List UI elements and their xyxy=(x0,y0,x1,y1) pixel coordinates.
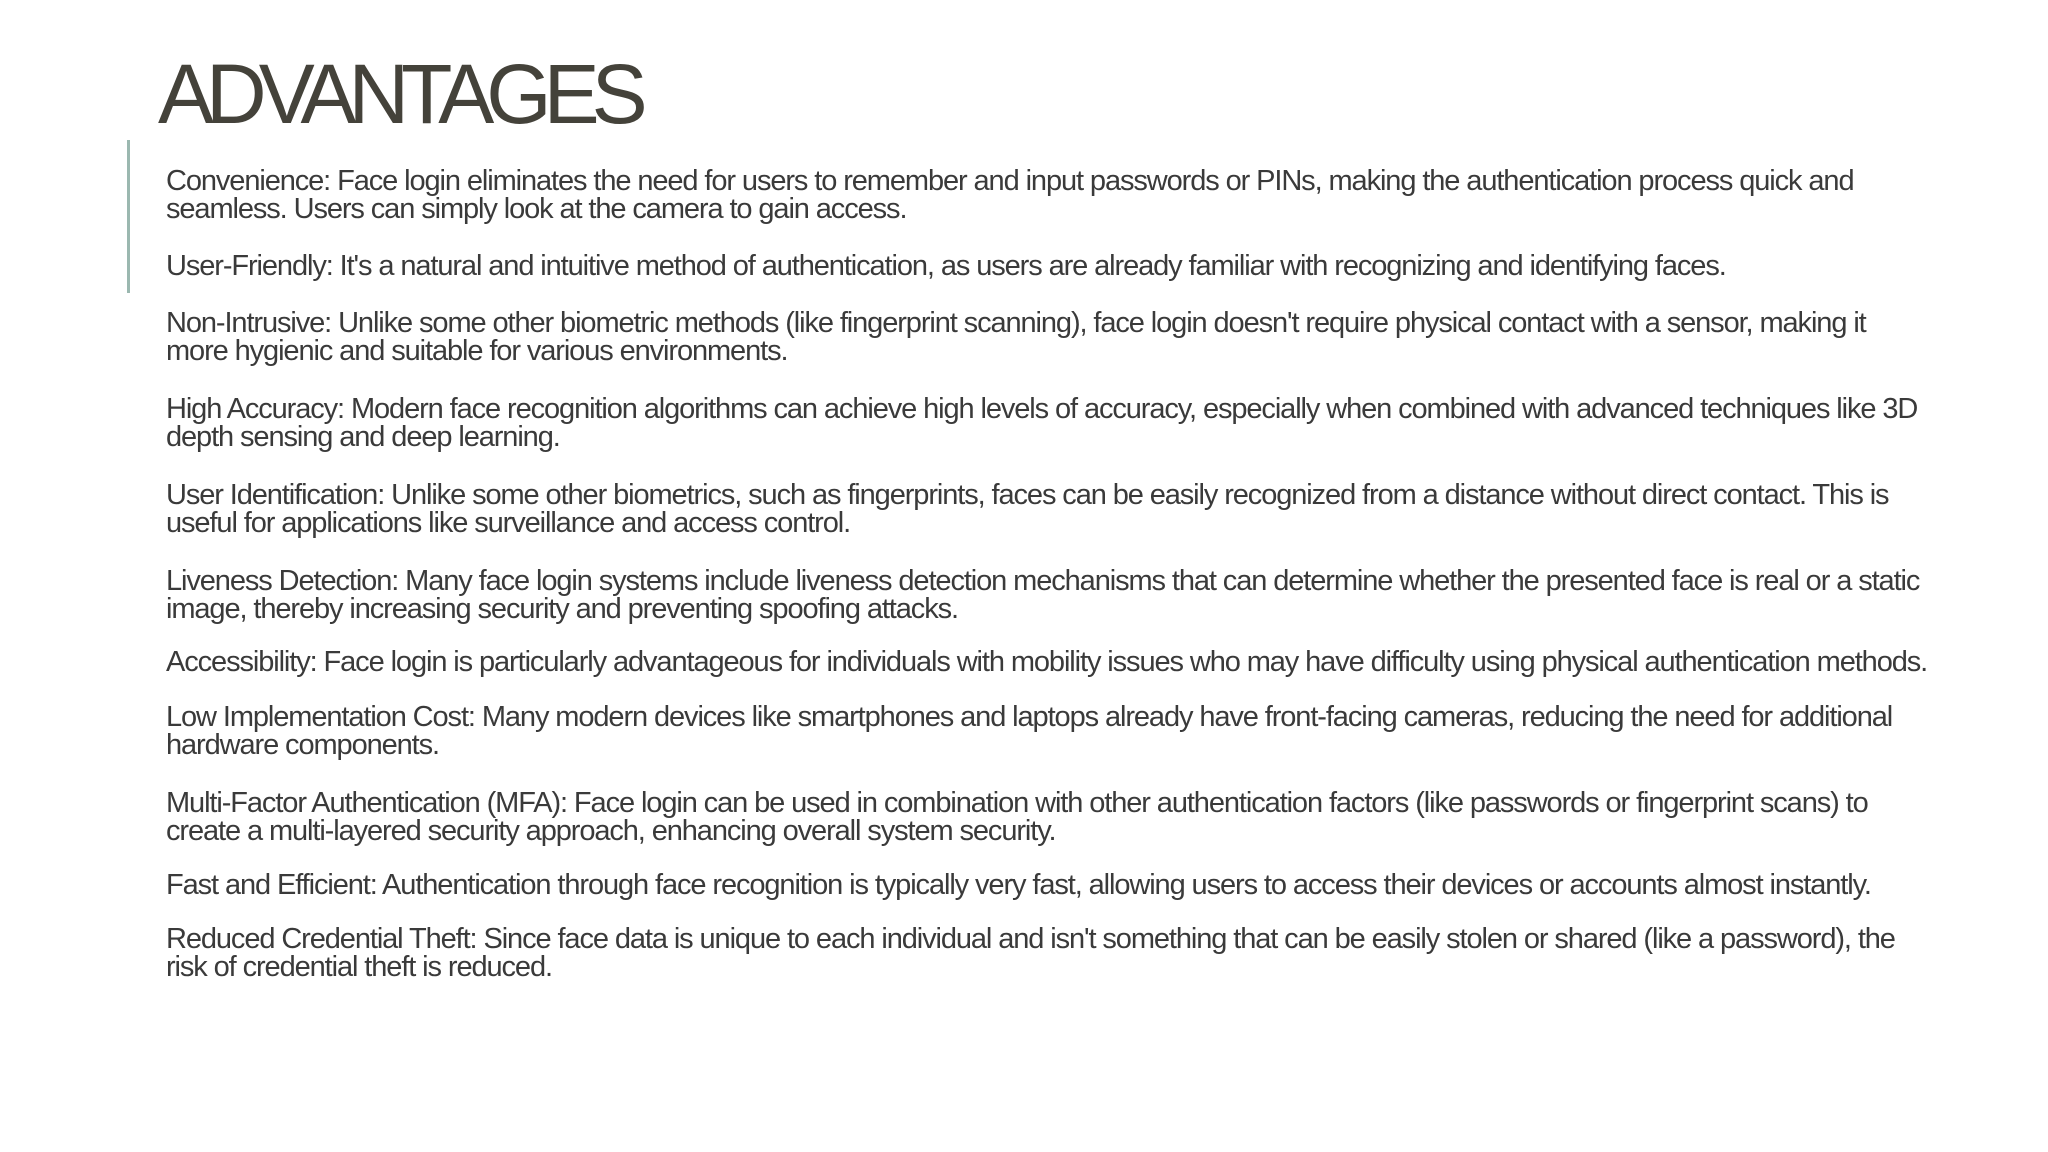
advantage-item: User Identification: Unlike some other biometrics, such as fingerprints, faces can be easily recognized from a distance without direct contact. This is useful for applications like surveillance and access control. xyxy=(166,479,1889,539)
slide-title: ADVANTAGES xyxy=(158,47,640,141)
advantage-item: Accessibility: Face login is particularly advantageous for individuals with mobility issues who may have difficulty using physical authentication methods. xyxy=(166,646,1928,678)
advantage-item: Reduced Credential Theft: Since face data is unique to each individual and isn't something that can be easily stolen or shared (like a password), the risk of credential theft is reduced. xyxy=(166,923,1895,983)
advantage-item: Convenience: Face login eliminates the need for users to remember and input passwords or PINs, making the authentication process quick and seamless. Users can simply look at the camera to gain access. xyxy=(166,165,1854,225)
advantage-item: Low Implementation Cost: Many modern devices like smartphones and laptops already have front-facing cameras, reducing the need for additional hardware components. xyxy=(166,701,1893,761)
accent-bar xyxy=(127,140,130,293)
advantage-item: Fast and Efficient: Authentication through face recognition is typically very fast, allowing users to access their devices or accounts almost instantly. xyxy=(166,869,1871,901)
advantage-item: User-Friendly: It's a natural and intuitive method of authentication, as users are already familiar with recognizing and identifying faces. xyxy=(166,250,1726,282)
advantage-item: High Accuracy: Modern face recognition algorithms can achieve high levels of accuracy, especially when combined with advanced techniques like 3D depth sensing and deep learning. xyxy=(166,393,1918,453)
advantages-list xyxy=(166,167,1931,981)
advantage-item: Liveness Detection: Many face login systems include liveness detection mechanisms that can determine whether the presented face is real or a static image, thereby increasing security and preventing spoofing attacks. xyxy=(166,565,1920,625)
advantage-item: Non-Intrusive: Unlike some other biometric methods (like fingerprint scanning), face login doesn't require physical contact with a sensor, making it more hygienic and suitable for various environments. xyxy=(166,307,1866,367)
advantage-item: Multi-Factor Authentication (MFA): Face login can be used in combination with other authentication factors (like passwords or fingerprint scans) to create a multi-layered security approach, enhancing overall system security. xyxy=(166,787,1868,847)
